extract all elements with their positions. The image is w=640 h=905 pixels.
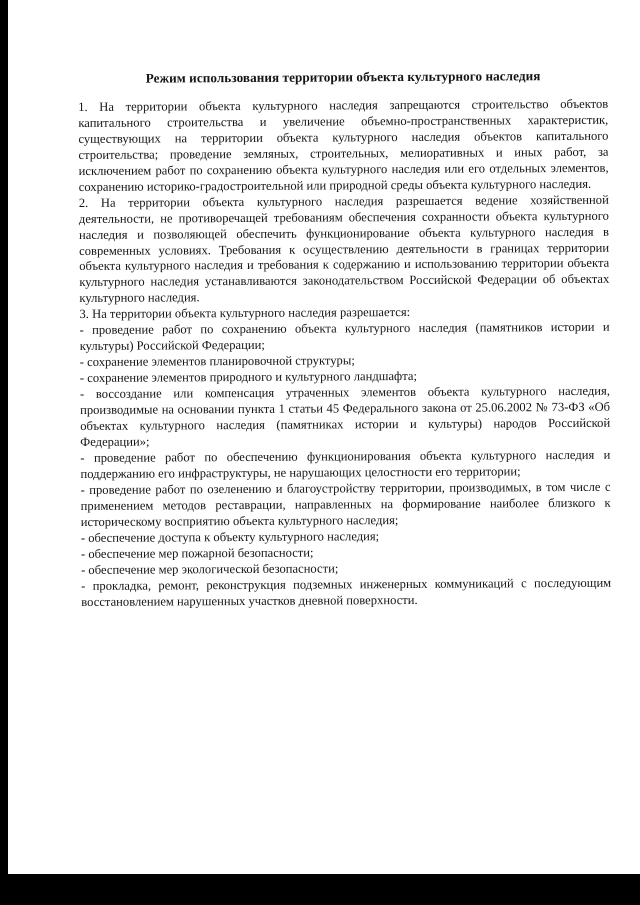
list-item: - обеспечение доступа к объекту культурного наследия; [80, 528, 380, 545]
permitted-activities-list [80, 320, 612, 610]
paragraph-1: 1. На территории объекта культурного наследия запрещаются строительство объектов капитального строительства и увеличение объемно-пространственных характеристик, существующих на территории объекта культурного наследия объектов капитального строительства; проведение земляных, строительных, мелиоративных и иных работ, за исключением работ по сохранению объекта культурного наследия или его отдельных элементов, сохранению историко-градостроительной или природной среды объекта культурного наследия. [78, 96, 609, 194]
document-body [78, 68, 611, 611]
list-item: - прокладка, ремонт, реконструкция подземных инженерных коммуникаций с последующим восстановлением нарушенных участков дневной поверхности. [81, 575, 612, 609]
list-item: - сохранение элементов природного и культурного ландшафта; [79, 369, 417, 386]
list-item: - проведение работ по сохранению объекта культурного наследия (памятников истории и культуры) Российской Федерации; [79, 320, 610, 354]
list-item: - проведение работ по обеспечению функционирования объекта культурного наследия и поддержанию его инфраструктуры, не нарушающих целостности его территории; [80, 447, 611, 481]
document-page [8, 0, 640, 874]
list-item: - воссоздание или компенсация утраченных элементов объекта культурного наследия, производимые на основании пункта 1 статьи 45 Федерального закона от 25.06.2002 № 73-ФЗ «Об объектах культурного наследия (памятниках истории и культуры) народов Российской Федерации»; [79, 383, 611, 449]
paragraph-3: 3. На территории объекта культурного наследия разрешается: [79, 305, 411, 322]
list-item: - сохранение элементов планировочной структуры; [79, 353, 355, 370]
document-title: Режим использования территории объекта культурного наследия [145, 68, 541, 86]
paragraph-2: 2. На территории объекта культурного наследия разрешается ведение хозяйственной деятельности, не противоречащей требованиям обеспечения сохранности объекта культурного наследия и позволяющей обеспечить функционирование объекта культурного наследия в современных условиях. Требования к осуществлению деятельности в границах территории объекта культурного наследия и требования к содержанию и использованию территории объекта культурного наследия устанавливаются законодательством Российской Федерации об объектах культурного наследия. [78, 192, 610, 306]
list-item: - обеспечение мер экологической безопасности; [81, 561, 339, 577]
list-item: - проведение работ по озеленению и благоустройству территории, производимых, в том числе с применением методов реставрации, направленных на формирование наиболее близкого к историческому восприятию объекта культурного наследия; [80, 479, 611, 529]
list-item: - обеспечение мер пожарной безопасности; [80, 545, 314, 561]
